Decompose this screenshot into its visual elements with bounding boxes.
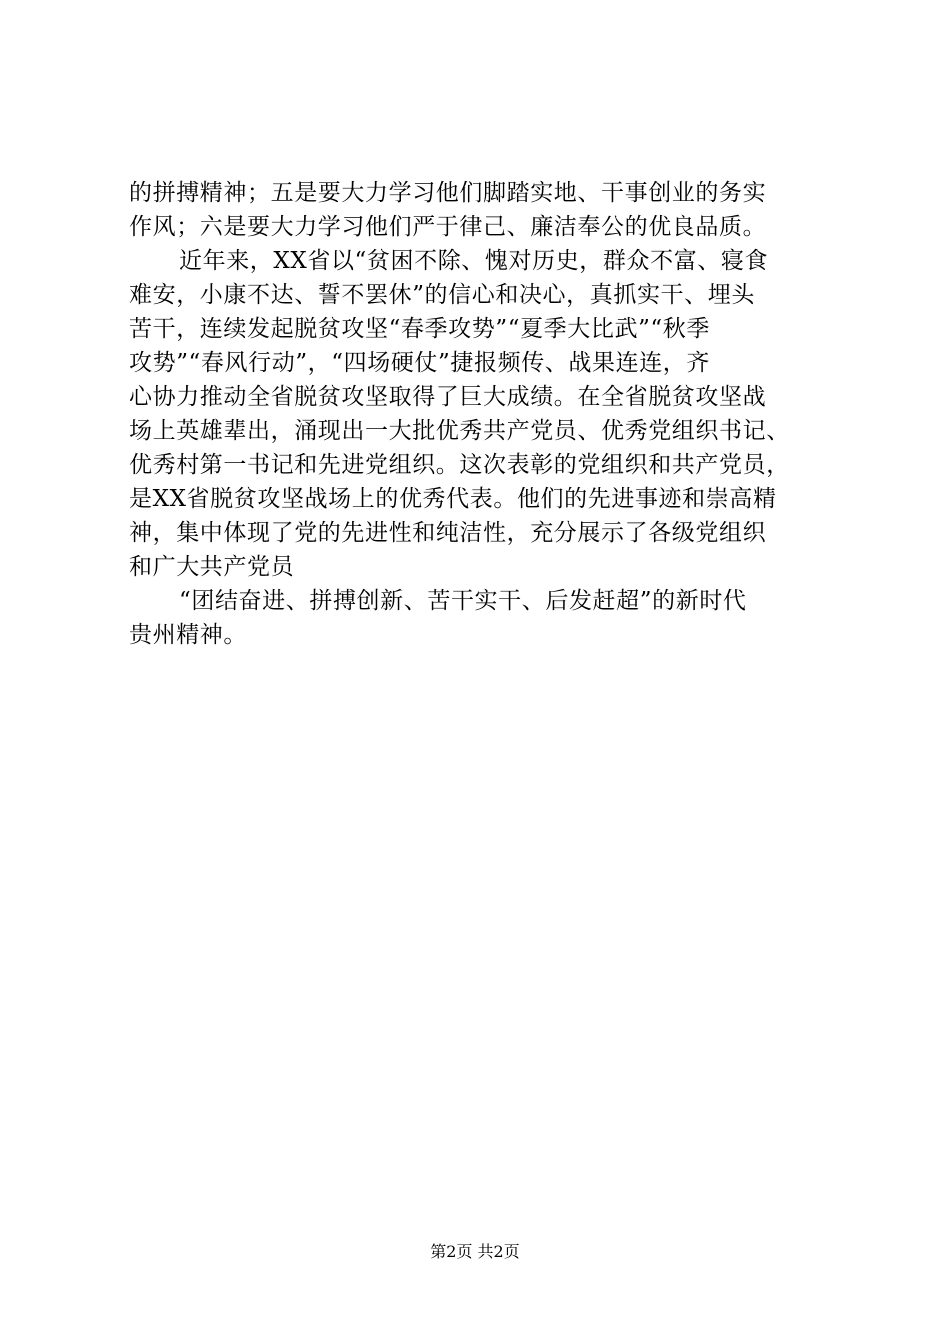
text-line: 攻势”“春风行动”，“四场硬仗”捷报频传、战果连连，齐 [129,350,710,376]
paragraph-start-line: 近年来，XX省以“贫困不除、愧对历史，群众不富、寝食 [179,248,769,274]
text-line: 神，集中体现了党的先进性和纯洁性，充分展示了各级党组织 [129,520,767,546]
text-line: 苦干，连续发起脱贫攻坚“春季攻势”“夏季大比武”“秋季 [129,316,710,342]
text-line: 心协力推动全省脱贫攻坚取得了巨大成绩。在全省脱贫攻坚战 [129,384,767,410]
body-text [129,176,834,652]
paragraph-start-line: “团结奋进、拼搏创新、苦干实干、后发赶超”的新时代 [179,588,747,614]
text-line: 是XX省脱贫攻坚战场上的优秀代表。他们的先进事迹和崇高精 [129,486,777,512]
page-number-footer: 第2页 共2页 [430,1242,520,1261]
text-line: 难安，小康不达、誓不罢休”的信心和决心，真抓实干、埋头 [129,282,755,308]
text-line: 优秀村第一书记和先进党组织。这次表彰的党组织和共产党员， [129,452,790,478]
text-line: 场上英雄辈出，涌现出一大批优秀共产党员、优秀党组织书记、 [129,418,790,444]
text-line: 作风；六是要大力学习他们严于律己、廉洁奉公的优良品质。 [129,214,767,240]
text-line: 贵州精神。 [129,622,247,648]
text-line: 的拼搏精神；五是要大力学习他们脚踏实地、干事创业的务实 [129,180,767,206]
text-line: 和广大共产党员 [129,554,295,580]
